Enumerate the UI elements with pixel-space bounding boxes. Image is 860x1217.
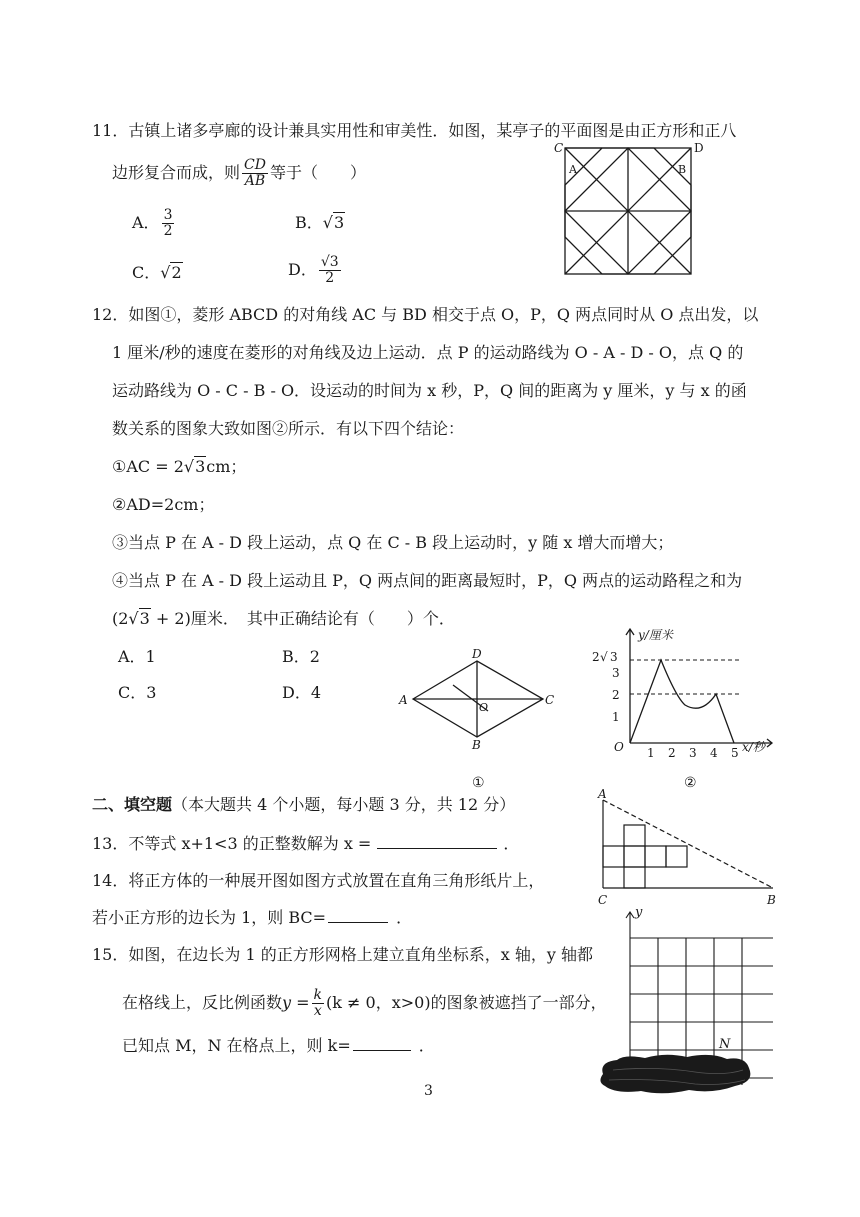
q11-option-a: A． $\frac{3}{2}$ [132,207,173,239]
fig2-ytick-1: 1 [612,710,620,724]
section2-heading: 二、填空题（本大题共 4 个小题，每小题 3 分，共 12 分） [92,795,516,814]
fig2-x-label: x/秒 [742,740,765,754]
q12-option-b: B．2 [282,647,320,666]
q12-line1: 12．如图①，菱形 ABCD 的对角线 AC 与 BD 相交于点 O，P，Q 两点同时从 O 点出发，以 [92,305,759,324]
fig11-label-a: A [569,163,577,176]
fig1-label-o: O [479,701,489,714]
fig14-label-c: C [598,893,608,907]
q12-option-c: C．3 [118,683,157,702]
fig2-xtick-5: 5 [731,746,739,760]
fig14-label-b: B [767,893,776,907]
q11-stem-line1: 11．古镇上诸多亭廊的设计兼具实用性和审美性．如图，某亭子的平面图是由正方形和正八 [92,121,737,140]
hypotenuse-ab [603,800,773,888]
q14-line1: 14．将正方体的一种展开图如图方式放置在直角三角形纸片上， [92,871,545,890]
q11-stem-line2: 边形复合而成，则 $\frac{CD}{AB}$ 等于（ ） [112,157,366,189]
q14-line2: 若小正方形的边长为 1，则 BC= ． [92,908,413,927]
fig11-label-c: C [554,141,564,155]
q14-answer-blank[interactable] [328,906,388,923]
fig1-label-a: A [399,693,408,707]
fig2-xtick-2: 2 [668,746,676,760]
graph-curve [630,660,734,743]
q15-line3: 已知点 M，N 在格点上，则 k= ． [122,1036,435,1055]
q13-answer-blank[interactable] [377,832,497,849]
fig2-ytick-3: 3 [612,666,620,680]
q12-conclusion-4-cont: (2√3 + 2)厘米． 其中正确结论有（ ）个． [112,609,455,628]
fig15-y-label: y [635,905,643,920]
fig1-label-c: C [545,693,555,707]
q12-line3: 运动路线为 O - C - B - O．设运动的时间为 x 秒，P，Q 间的距离为 y 厘米，y 与 x 的函 [112,381,747,400]
fig15-point-n: N [719,1037,731,1052]
q14-triangle-figure [595,787,785,910]
q12-option-a: A．1 [118,647,156,666]
q12-conclusion-4: ④当点 P 在 A - D 段上运动且 P，Q 两点间的距离最短时，P，Q 两点的运动路程之和为 [112,571,743,590]
q11-option-b: B．√3 [295,213,345,232]
fig2-tick-top-sqrt: √ [600,650,608,664]
fig2-y-label: y/厘米 [638,628,673,642]
q11-pavilion-figure [554,140,704,280]
q12-conclusion-2: ②AD=2cm； [112,495,215,514]
fig1-label-b: B [472,738,481,752]
fig2-tick-top-rad: 3 [610,650,618,664]
occluding-blot [600,1055,750,1094]
page-number: 3 [424,1083,433,1099]
q15-answer-blank[interactable] [353,1034,411,1051]
fig2-origin: O [614,740,624,754]
fig2-ytick-2: 2 [612,688,620,702]
fig14-label-a: A [598,787,607,801]
q12-option-d: D．4 [282,683,322,702]
fig2-tick-top-coef: 2 [592,650,600,664]
fig11-label-d: D [694,141,704,155]
q12-conclusion-3: ③当点 P 在 A - D 段上运动，点 Q 在 C - B 段上运动时，y 随 x 增大而增大； [112,533,674,552]
q12-conclusion-1: ①AC = 2√3cm； [112,457,247,476]
q12-line4: 数关系的图象大致如图②所示．有以下四个结论： [112,419,465,438]
q13-text: 13．不等式 x+1<3 的正整数解为 x = ． [92,834,520,853]
cube-net [603,825,687,888]
fig2-xtick-3: 3 [689,746,697,760]
q12-function-graph [590,625,780,795]
fig11-label-b: B [678,163,687,176]
q15-line1: 15．如图，在边长为 1 的正方形网格上建立直角坐标系，x 轴，y 轴都 [92,945,593,964]
fig1-caption: ① [472,775,485,791]
q11-option-d: D． $\frac{√3}{2}$ [288,254,339,286]
fig2-xtick-4: 4 [710,746,718,760]
fig1-label-d: D [472,647,482,661]
q12-line2: 1 厘米/秒的速度在菱形的对角线及边上运动．点 P 的运动路线为 O - A - D - O，点 Q 的 [112,343,744,362]
q11-option-c: C．√2 [132,263,182,282]
q15-line2: 在格线上，反比例函数y = $\frac{k}{x}$ (k ≠ 0，x>0)的图象被遮挡了一部分， [122,987,607,1019]
q15-grid-figure [595,900,780,1100]
fig2-caption: ② [684,775,697,791]
fig2-xtick-1: 1 [647,746,655,760]
q12-rhombus-figure [395,645,565,795]
